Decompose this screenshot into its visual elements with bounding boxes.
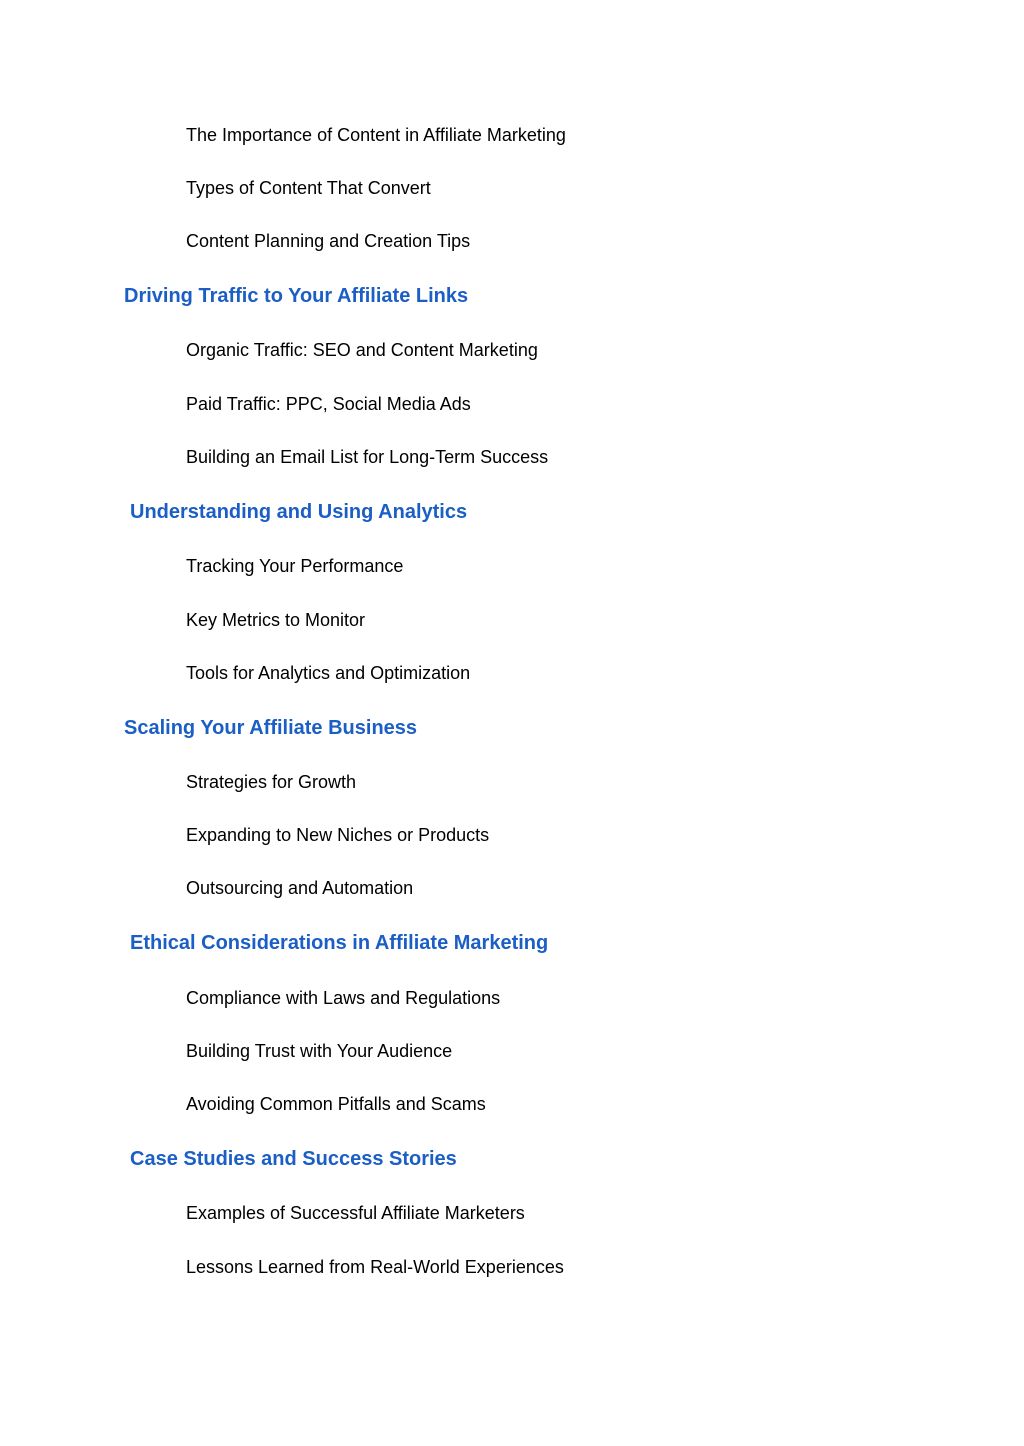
toc-subitem: Building an Email List for Long-Term Success bbox=[186, 447, 549, 467]
section-heading: Driving Traffic to Your Affiliate Links bbox=[124, 285, 469, 307]
section-heading: Scaling Your Affiliate Business bbox=[124, 717, 418, 739]
toc-subitem: Lessons Learned from Real-World Experiences bbox=[186, 1257, 564, 1277]
toc-subitem: The Importance of Content in Affiliate Marketing bbox=[186, 125, 566, 145]
toc-subitem: Building Trust with Your Audience bbox=[186, 1041, 453, 1061]
toc-subitem: Types of Content That Convert bbox=[186, 178, 431, 198]
toc-subitem: Expanding to New Niches or Products bbox=[186, 825, 490, 845]
toc-subitem: Tools for Analytics and Optimization bbox=[186, 663, 471, 683]
toc-subitem: Tracking Your Performance bbox=[186, 556, 404, 576]
toc-subitem: Content Planning and Creation Tips bbox=[186, 231, 471, 251]
toc-subitem: Organic Traffic: SEO and Content Marketing bbox=[186, 340, 538, 360]
toc-subitem: Examples of Successful Affiliate Marketers bbox=[186, 1203, 525, 1223]
section-heading: Ethical Considerations in Affiliate Marketing bbox=[130, 932, 549, 954]
toc-subitem: Avoiding Common Pitfalls and Scams bbox=[186, 1094, 486, 1114]
toc-subitem: Outsourcing and Automation bbox=[186, 878, 414, 898]
section-heading: Understanding and Using Analytics bbox=[130, 501, 468, 523]
toc-subitem: Compliance with Laws and Regulations bbox=[186, 988, 501, 1008]
section-heading: Case Studies and Success Stories bbox=[130, 1148, 457, 1170]
toc-subitem: Strategies for Growth bbox=[186, 772, 357, 792]
toc-subitem: Paid Traffic: PPC, Social Media Ads bbox=[186, 394, 471, 414]
toc-subitem: Key Metrics to Monitor bbox=[186, 610, 366, 630]
